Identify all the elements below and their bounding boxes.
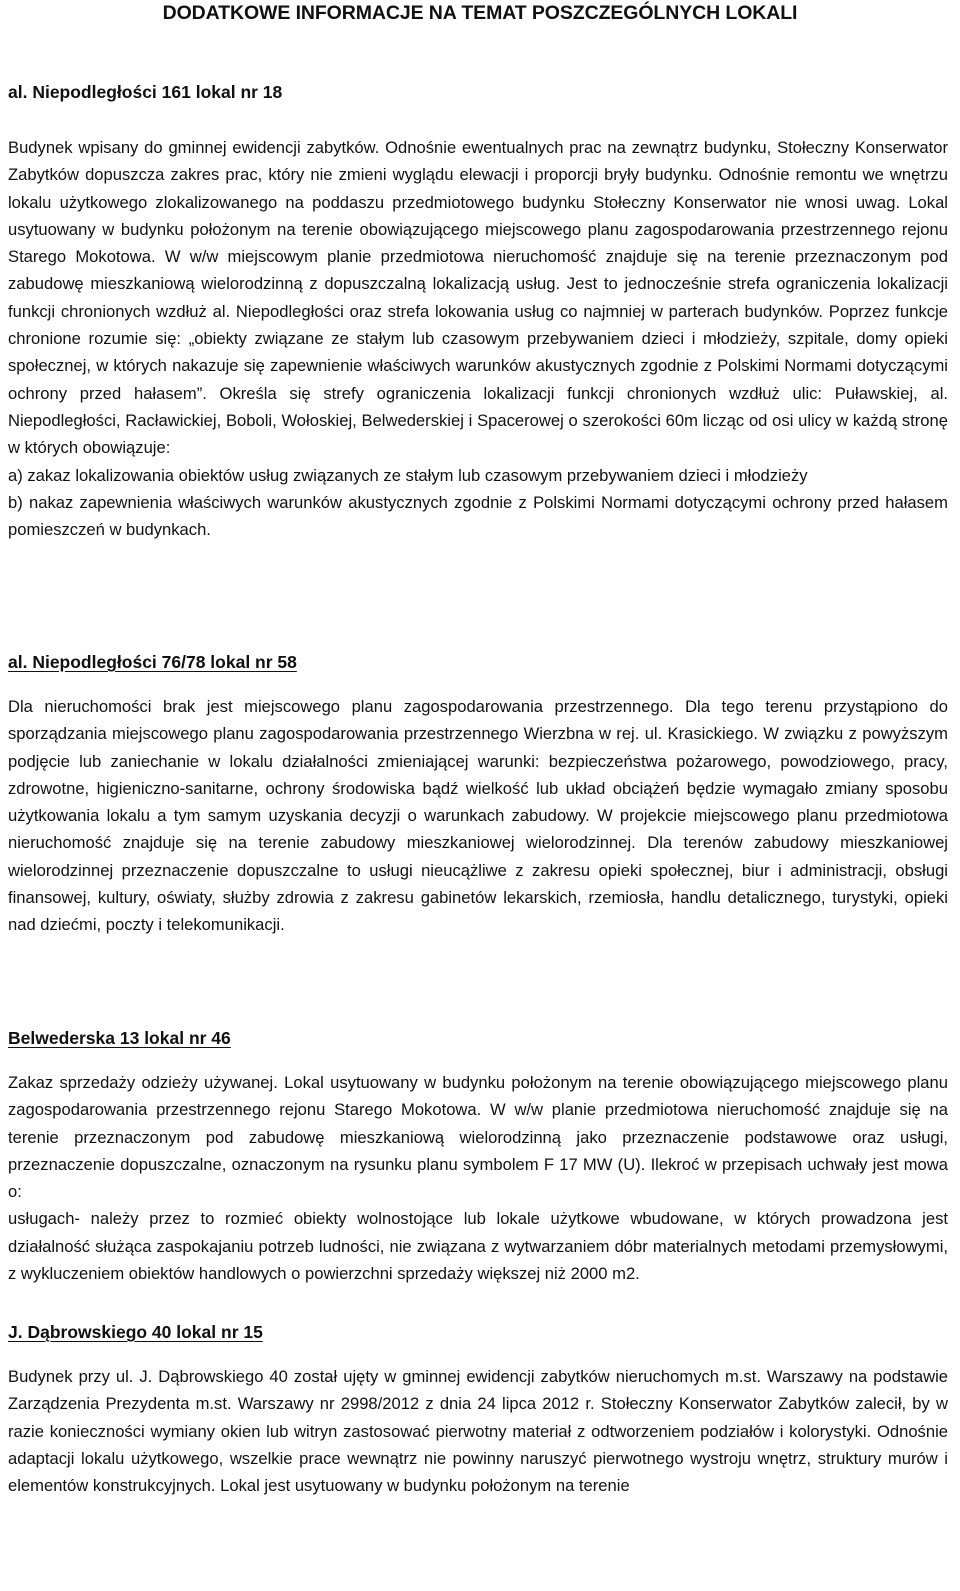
section-heading: al. Niepodległości 161 lokal nr 18 xyxy=(8,82,283,102)
section-niepodleglosci-161 xyxy=(0,80,960,543)
section-dabrowskiego-40 xyxy=(0,1320,960,1499)
document-title: DODATKOWE INFORMACJE NA TEMAT POSZCZEGÓLNYCH LOKALI xyxy=(162,2,798,24)
paragraph: Budynek przy ul. J. Dąbrowskiego 40 został ujęty w gminnej ewidencji zabytków nieruchomych m.st. Warszawy na podstawie Zarządzenia Prezydenta m.st. Warszawy nr 2998/2012 z dnia 24 lipca 2012 r. Stołeczny Konserwator Zabytków zalecił, by w razie konieczności wymiany okien lub witryn zastosować pierwotny materiał z odtworzeniem podziałów i kolorystyki. Odnośnie adaptacji lokalu użytkowego, wszelkie prace wewnątrz nie powinny naruszyć pierwotnego wystroju wnętrz, struktury murów i elementów konstrukcyjnych. Lokal jest usytuowany w budynku położonym na terenie xyxy=(8,1367,948,1496)
section-heading: Belwederska 13 lokal nr 46 xyxy=(8,1028,231,1048)
section-body xyxy=(0,693,960,939)
section-belwederska-13 xyxy=(0,1026,960,1287)
paragraph: Dla nieruchomości brak jest miejscowego planu zagospodarowania przestrzennego. Dla tego terenu przystąpiono do sporządzania miejscowego planu zagospodarowania przestrzennego Wierzbna w rej. ul. Krasickiego. W związku z powyższym podjęcie lub zaniechanie w lokalu działalności zmieniającej warunki: bezpieczeństwa pożarowego, powodziowego, pracy, zdrowotne, higieniczno-sanitarne, ochrony środowiska bądź wielkość lub układ obciążeń będzie wymagało zmiany sposobu użytkowania lokalu a tym samym uzyskania decyzji o warunkach zabudowy. W projekcie miejscowego planu przedmiotowa nieruchomość znajduje się na terenie zabudowy mieszkaniowej wielorodzinnej. Dla terenów zabudowy mieszkaniowej wielorodzinnej przeznaczenie dopuszczalne to usługi nieucążliwe z zakresu opieki społecznej, biur i administracji, obsługi finansowej, kultury, oświaty, służby zdrowia z zakresu gabinetów lekarskich, rzemiosła, handlu detalicznego, turystyki, opieki nad dziećmi, poczty i telekomunikacji. xyxy=(8,697,948,935)
paragraph: Budynek wpisany do gminnej ewidencji zabytków. Odnośnie ewentualnych prac na zewnątrz budynku, Stołeczny Konserwator Zabytków dopuszcza zakres prac, który nie zmieni wyglądu elewacji i proporcji bryły budynku. Odnośnie remontu we wnętrzu lokalu użytkowego zlokalizowanego na poddaszu przedmiotowego budynku Stołeczny Konserwator nie wnosi uwag. Lokal usytuowany w budynku położonym na terenie obowiązującego miejscowego planu zagospodarowania przestrzennego rejonu Starego Mokotowa. W w/w miejscowym planie przedmiotowa nieruchomość znajduje się na terenie przeznaczonym pod zabudowę mieszkaniową wielorodzinną z dopuszczalną lokalizacją usług. Jest to jednocześnie strefa ograniczenia lokalizacji funkcji chronionych wzdłuż al. Niepodległości oraz strefa lokowania usług co najmniej w parterach budynków. Poprzez funkcje chronione rozumie się: „obiekty związane ze stałym lub czasowym przebywaniem dzieci i młodzieży, szpitale, domy opieki społecznej, w których nakazuje się zapewnienie właściwych warunków akustycznych zgodnie z Polskimi Normami dotyczącymi ochrony przed hałasem”. Określa się strefy ograniczenia lokalizacji funkcji chronionych wzdłuż ulic: Puławskiej, al. Niepodległości, Racławickiej, Boboli, Wołoskiej, Belwederskiej i Spacerowej o szerokości 60m licząc od osi ulicy w każdą stronę w których obowiązuje: xyxy=(8,138,948,458)
section-heading: al. Niepodległości 76/78 lokal nr 58 xyxy=(8,652,297,672)
paragraph: b) nakaz zapewnienia właściwych warunków akustycznych zgodnie z Polskimi Normami dotyczącymi ochrony przed hałasem pomieszczeń w budynkach. xyxy=(8,492,948,540)
section-body xyxy=(0,134,960,543)
section-body xyxy=(0,1363,960,1499)
paragraph: usługach- należy przez to rozmieć obiekty wolnostojące lub lokale użytkowe wbudowane, w których prowadzona jest działalność służąca zaspokajaniu potrzeb ludności, nie związana z wytwarzaniem dóbr materialnych metodami przemysłowymi, z wykluczeniem obiektów handlowych o powierzchni sprzedaży większej niż 2000 m2. xyxy=(8,1209,948,1284)
paragraph: Zakaz sprzedaży odzieży używanej. Lokal usytuowany w budynku położonym na terenie obowiązującego miejscowego planu zagospodarowania przestrzennego rejonu Starego Mokotowa. W w/w planie przedmiotowa nieruchomość znajduje się na terenie przeznaczonym pod zabudowę mieszkaniową wielorodzinną jako przeznaczenie podstawowe oraz usługi, przeznaczenie dopuszczalne, oznaczonym na rysunku planu symbolem F 17 MW (U). Ilekroć w przepisach uchwały jest mowa o: xyxy=(8,1073,948,1202)
paragraph: a) zakaz lokalizowania obiektów usług związanych ze stałym lub czasowym przebywaniem dzieci i młodzieży xyxy=(8,465,808,485)
section-niepodleglosci-76-78 xyxy=(0,650,960,939)
section-body xyxy=(0,1069,960,1287)
section-heading: J. Dąbrowskiego 40 lokal nr 15 xyxy=(8,1322,263,1342)
